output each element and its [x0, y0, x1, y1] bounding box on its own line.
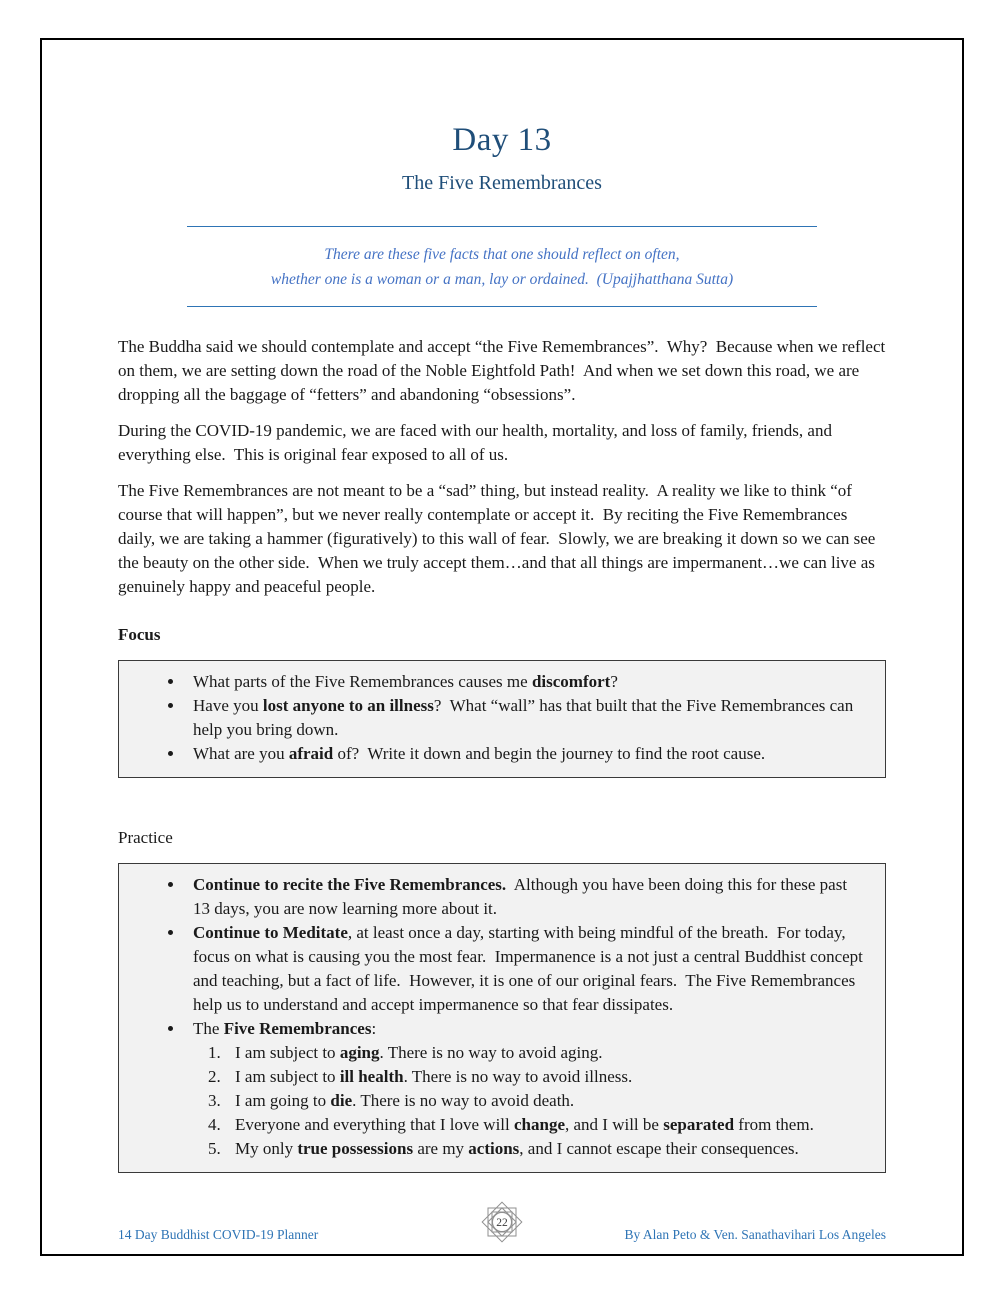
focus-list	[141, 670, 867, 766]
practice-list	[141, 873, 867, 1161]
page-title: Day 13	[452, 122, 552, 158]
footer-left-text: 14 Day Buddhist COVID-19 Planner	[118, 1227, 319, 1242]
list-item-text: The Five Remembrances:	[193, 1019, 377, 1038]
ornament-wrap	[473, 1193, 531, 1251]
page-number: 22	[496, 1217, 508, 1229]
quote-line: whether one is a woman or a man, lay or ordained. (Upajjhatthana Sutta)	[270, 271, 734, 288]
list-item-text: Continue to Meditate, at least once a day, starting with being mindful of the breath. For today, focus on what is causing you the most fear. Impermanence is a not just a central Buddhist concept and teaching, but a fact of life. However, it is one of our original fears. The Five Remembrances help us to understand and accept impermanence so that fear dissipates.	[193, 923, 868, 1014]
numbered-item	[225, 1089, 867, 1113]
practice-heading: Practice	[118, 828, 173, 847]
list-item	[185, 873, 867, 921]
body-paragraph: During the COVID-19 pandemic, we are faced with our health, mortality, and loss of family, friends, and everything else. This is original fear exposed to all of us.	[118, 421, 837, 464]
practice-box	[118, 863, 886, 1173]
divider-line-bottom	[187, 306, 817, 307]
numbered-item-text: I am going to die. There is no way to avoid death.	[235, 1091, 575, 1110]
page-subtitle: The Five Remembrances	[402, 172, 602, 194]
focus-box	[118, 660, 886, 778]
numbered-item-text: I am subject to aging. There is no way to avoid aging.	[235, 1043, 603, 1062]
list-item	[185, 921, 867, 1017]
page-footer	[118, 1193, 886, 1243]
numbered-item	[225, 1065, 867, 1089]
quote-line: There are these five facts that one should reflect on often,	[324, 246, 680, 263]
numbered-item-text: Everyone and everything that I love will change, and I will be separated from them.	[235, 1115, 814, 1134]
body-paragraph: The Buddha said we should contemplate and accept “the Five Remembrances”. Why? Because when we reflect on them, we are setting down the road of the Noble Eightfold Path! And when we set down this road, we are dropping all the baggage of “fetters” and abandoning “obsessions”.	[118, 337, 890, 404]
remembrances-list	[193, 1041, 867, 1161]
numbered-item	[225, 1113, 867, 1137]
list-item	[185, 1017, 867, 1161]
page-border-frame	[40, 38, 964, 1256]
numbered-item-text: My only true possessions are my actions, and I cannot escape their consequences.	[235, 1139, 799, 1158]
list-item	[185, 742, 867, 766]
numbered-item	[225, 1137, 867, 1161]
numbered-item-text: I am subject to ill health. There is no way to avoid illness.	[235, 1067, 633, 1086]
list-item-text: What are you afraid of? Write it down and begin the journey to find the root cause.	[193, 744, 766, 763]
list-item-text: Have you lost anyone to an illness? What “wall” has that built that the Five Remembrances can help you bring down.	[193, 696, 858, 739]
divider-line-top	[187, 226, 817, 227]
numbered-item	[225, 1041, 867, 1065]
body-paragraph: The Five Remembrances are not meant to be a “sad” thing, but instead reality. A reality we like to think “of course that will happen”, but we never really contemplate or accept it. By reciting the Five Remembrances daily, we are taking a hammer (figuratively) to this wall of fear. Slowly, we are breaking it down so we can see the beauty on the other side. When we truly accept them…and that all things are impermanent…we can live as genuinely happy and peaceful people.	[118, 481, 880, 596]
list-item-text: Continue to recite the Five Remembrances. Although you have been doing this for these past 13 days, you are now learning more about it.	[193, 875, 852, 918]
page-number-ornament	[473, 1193, 531, 1251]
sutta-quote	[118, 242, 886, 292]
list-item-text: What parts of the Five Remembrances causes me discomfort?	[193, 672, 618, 691]
list-item	[185, 694, 867, 742]
list-item	[185, 670, 867, 694]
footer-right-text: By Alan Peto & Ven. Sanathavihari Los Angeles	[624, 1227, 886, 1242]
focus-heading: Focus	[118, 625, 161, 644]
body-copy	[118, 335, 890, 599]
